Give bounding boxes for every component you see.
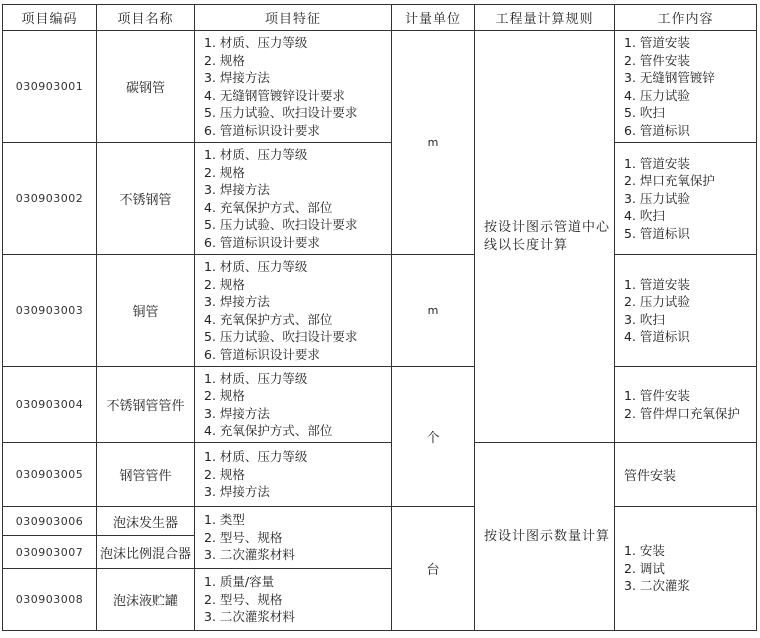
item-name: 泡沫液贮罐: [97, 569, 195, 631]
feature-line: 5. 压力试验、吹扫设计要求: [204, 329, 358, 344]
item-code: 030903002: [3, 143, 97, 255]
work-line: 2. 管件焊口充氧保护: [624, 405, 740, 421]
work-line: 3. 无缝钢管镀锌: [624, 70, 715, 85]
work-line: 2. 焊口充氧保护: [624, 173, 715, 189]
feature-line: 3. 焊接方法: [204, 182, 270, 197]
work-line: 2. 调试: [624, 560, 665, 576]
feature-line: 3. 焊接方法: [204, 484, 270, 500]
table-row: [3, 255, 757, 367]
work-line: 1. 管道安装: [624, 155, 690, 171]
item-code: 030903003: [3, 255, 97, 367]
work-line: 1. 管件安装: [624, 388, 690, 403]
feature-line: 4. 无缝钢管镀锌设计要求: [204, 87, 345, 103]
item-code: 030903007: [3, 536, 97, 569]
feature-line: 6. 管道标识设计要求: [204, 234, 320, 250]
header-name: 项目名称: [97, 5, 195, 31]
unit-cell: 台: [392, 507, 475, 631]
feature-line: 1. 材质、压力等级: [204, 147, 308, 162]
item-name: 泡沫比例混合器: [97, 536, 195, 569]
item-work: [615, 143, 757, 255]
work-line: 5. 吹扫: [624, 105, 665, 120]
rule-cell: 按设计图示数量计算: [475, 443, 615, 631]
item-work: 管件安装: [615, 443, 757, 507]
work-line: 6. 管道标识: [624, 122, 690, 138]
work-line: 4. 管道标识: [624, 329, 690, 344]
item-work: [615, 507, 757, 631]
feature-line: 1. 质量/容量: [204, 574, 275, 590]
item-name: 钢管管件: [97, 443, 195, 507]
feature-line: 3. 二次灌浆材料: [204, 547, 295, 563]
feature-line: 2. 规格: [204, 388, 245, 403]
work-line: 2. 压力试验: [624, 294, 690, 309]
feature-line: 2. 规格: [204, 52, 245, 68]
item-name: 泡沫发生器: [97, 507, 195, 536]
feature-line: 3. 二次灌浆材料: [204, 609, 295, 625]
feature-line: 2. 规格: [204, 164, 245, 180]
header-work: 工作内容: [615, 5, 757, 31]
table-row: [3, 31, 757, 143]
work-line: 3. 二次灌浆: [624, 578, 690, 594]
item-name: 碳钢管: [97, 31, 195, 143]
feature-line: 2. 规格: [204, 466, 245, 482]
item-features: [195, 443, 392, 507]
unit-cell: 个: [392, 367, 475, 507]
feature-line: 4. 充氧保护方式、部位: [204, 199, 333, 215]
work-line: 1. 安装: [624, 543, 665, 559]
pipe-spec-table: [2, 4, 757, 631]
feature-line: 1. 材质、压力等级: [204, 449, 308, 465]
item-name: 不锈钢管: [97, 143, 195, 255]
item-features: [195, 143, 392, 255]
work-line: 4. 吹扫: [624, 208, 665, 224]
unit-cell: m: [392, 31, 475, 255]
item-code: 030903001: [3, 31, 97, 143]
feature-line: 4. 充氧保护方式、部位: [204, 311, 333, 327]
feature-line: 1. 材质、压力等级: [204, 35, 308, 50]
feature-line: 6. 管道标识设计要求: [204, 346, 320, 362]
work-line: 5. 管道标识: [624, 225, 690, 241]
feature-line: 2. 规格: [204, 276, 245, 292]
header-unit: 计量单位: [392, 5, 475, 31]
item-code: 030903008: [3, 569, 97, 631]
feature-line: 2. 型号、规格: [204, 529, 283, 545]
item-features: [195, 31, 392, 143]
table-row: [3, 507, 757, 536]
table-row: [3, 367, 757, 443]
item-name: 不锈钢管管件: [97, 367, 195, 443]
feature-line: 2. 型号、规格: [204, 591, 283, 607]
item-work: [615, 31, 757, 143]
feature-line: 1. 类型: [204, 512, 245, 528]
item-work: [615, 367, 757, 443]
item-features: [195, 507, 392, 569]
work-line: 1. 管道安装: [624, 35, 690, 50]
feature-line: 1. 材质、压力等级: [204, 370, 308, 386]
item-code: 030903004: [3, 367, 97, 443]
feature-line: 3. 焊接方法: [204, 70, 270, 85]
work-line: 1. 管道安装: [624, 276, 690, 292]
feature-line: 5. 压力试验、吹扫设计要求: [204, 217, 358, 232]
feature-line: 4. 充氧保护方式、部位: [204, 423, 333, 438]
item-features: [195, 255, 392, 367]
item-features: [195, 569, 392, 631]
work-line: 3. 吹扫: [624, 311, 665, 327]
item-code: 030903006: [3, 507, 97, 536]
feature-line: 6. 管道标识设计要求: [204, 122, 320, 138]
feature-line: 5. 压力试验、吹扫设计要求: [204, 105, 358, 120]
item-work: [615, 255, 757, 367]
item-features: [195, 367, 392, 443]
feature-line: 1. 材质、压力等级: [204, 259, 308, 274]
feature-line: 3. 焊接方法: [204, 294, 270, 309]
rule-cell: 按设计图示管道中心线以长度计算: [475, 31, 615, 443]
table-row: [3, 143, 757, 255]
header-row: [3, 5, 757, 31]
header-code: 项目编码: [3, 5, 97, 31]
header-features: 项目特征: [195, 5, 392, 31]
item-code: 030903005: [3, 443, 97, 507]
table-row: [3, 443, 757, 507]
header-rule: 工程量计算规则: [475, 5, 615, 31]
feature-line: 3. 焊接方法: [204, 405, 270, 421]
work-line: 2. 管件安装: [624, 52, 690, 68]
unit-cell: m: [392, 255, 475, 367]
work-line: 3. 压力试验: [624, 190, 690, 206]
item-name: 铜管: [97, 255, 195, 367]
work-line: 4. 压力试验: [624, 87, 690, 103]
